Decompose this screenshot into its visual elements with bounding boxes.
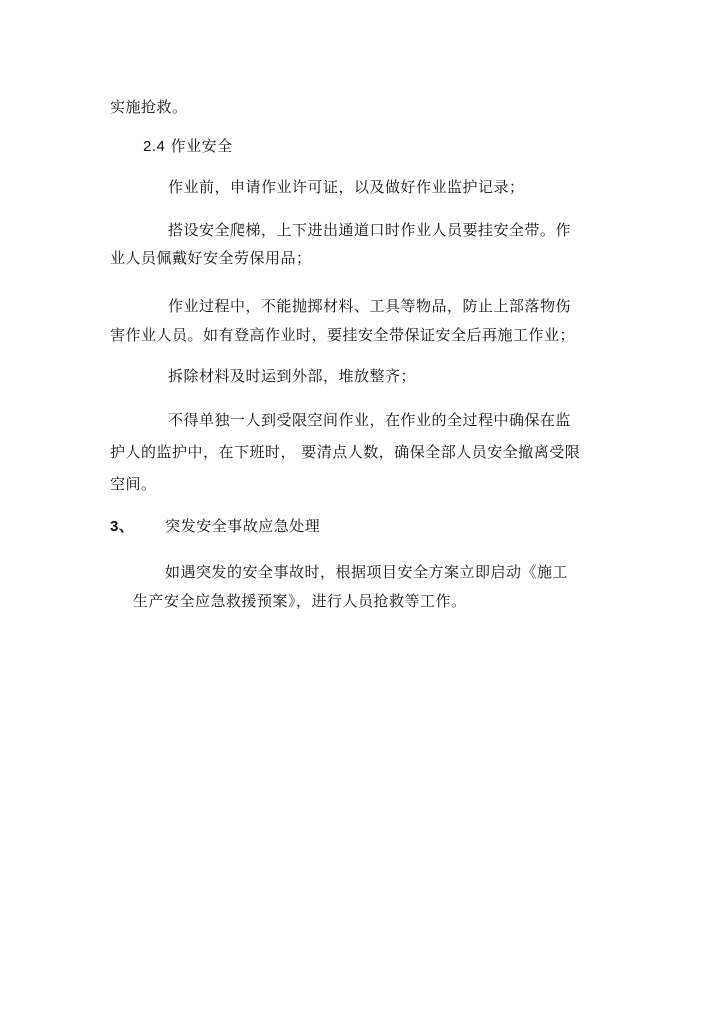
section-2-4-heading bbox=[143, 136, 233, 157]
paragraph-line: 业人员佩戴好安全劳保用品； bbox=[110, 249, 312, 267]
continuation-text: 实施抢救。 bbox=[110, 98, 188, 116]
paragraph-line: 作业前，申请作业许可证，以及做好作业监护记录； bbox=[168, 178, 525, 196]
section-title: 突发安全事故应急处理 bbox=[165, 517, 321, 535]
section-3-heading bbox=[110, 516, 320, 537]
paragraph-line: 护人的监护中，在下班时， 要清点人数，确保全部人员安全撤离受限 bbox=[110, 443, 581, 461]
paragraph-line: 拆除材料及时运到外部，堆放整齐； bbox=[168, 367, 417, 385]
paragraph-line: 空间。 bbox=[110, 475, 157, 493]
paragraph-line: 害作业人员。如有登高作业时，要挂安全带保证安全后再施工作业； bbox=[110, 326, 576, 344]
paragraph-line: 作业过程中，不能抛掷材料、工具等物品，防止上部落物伤 bbox=[168, 297, 572, 315]
paragraph-line: 生产安全应急救援预案》，进行人员抢救等工作。 bbox=[133, 592, 467, 610]
section-title: 作业安全 bbox=[170, 137, 233, 155]
section-number: 3、 bbox=[110, 518, 135, 535]
section-number: 2.4 bbox=[143, 138, 166, 155]
paragraph-line: 如遇突发的安全事故时，根据项目安全方案立即启动《施工 bbox=[165, 563, 569, 581]
paragraph-line: 搭设安全爬梯，上下进出通道口时作业人员要挂安全带。作 bbox=[168, 221, 572, 239]
paragraph-line: 不得单独一人到受限空间作业，在作业的全过程中确保在监 bbox=[168, 411, 572, 429]
